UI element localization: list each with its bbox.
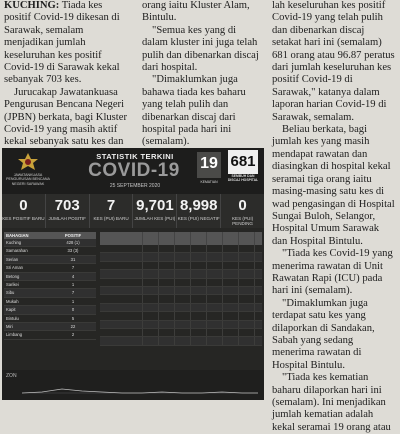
header-cell — [143, 232, 159, 245]
division-name: Sibu — [6, 290, 15, 296]
stat-total-positive — [46, 194, 90, 228]
zone-label: ZON — [6, 373, 17, 379]
division-table-header — [4, 232, 96, 239]
stat-value: 9,701 — [136, 197, 174, 214]
stat-value: 8,998 — [179, 197, 218, 214]
division-positive: 7 — [71, 290, 75, 296]
header-cell — [207, 232, 223, 245]
division-positive: 0 — [71, 307, 75, 313]
division-name: Samarahan — [6, 248, 28, 254]
stat-total-pui — [133, 194, 177, 228]
header-positive: POSITIF — [64, 233, 82, 238]
division-positive: 33 (3) — [67, 248, 79, 254]
stat-value: 7 — [106, 197, 116, 214]
deaths-label: KEMATIAN — [200, 180, 218, 184]
deaths-value: 19 — [197, 152, 221, 178]
header-cell — [191, 232, 207, 245]
division-name: Serian — [6, 256, 19, 262]
table-row — [4, 247, 96, 255]
table-row — [4, 289, 96, 297]
dateline: KUCHING: — [4, 0, 60, 11]
division-name: Kapit — [6, 307, 16, 313]
division-positive: 7 — [71, 265, 75, 271]
trend-line-graphic — [22, 380, 258, 396]
stat-value: 0 — [238, 197, 247, 214]
table-row — [4, 315, 96, 323]
division-name: Mukah — [6, 298, 19, 304]
stat-value: 703 — [54, 197, 80, 214]
stat-label: JUMLAH POSITIF — [48, 216, 86, 221]
division-table — [4, 232, 96, 340]
paragraph-1 — [4, 0, 130, 87]
paragraph-4: "Semua kes yang di dalam kluster ini juga telah pulih dan dibenarkan discaj dari hospital. — [142, 24, 259, 74]
stat-pending-pui — [221, 194, 264, 228]
table-row — [4, 331, 96, 339]
header-cell — [100, 232, 143, 245]
table-row — [100, 329, 262, 337]
division-positive: 2 — [71, 332, 75, 338]
table-row — [4, 323, 96, 331]
table-row — [4, 264, 96, 272]
infographic-header — [2, 148, 264, 194]
division-positive: 428 (1) — [66, 240, 80, 245]
table-row — [4, 298, 96, 306]
division-positive: 5 — [71, 315, 75, 321]
stat-label: KES POSITIF BARU — [2, 216, 45, 221]
district-detail-table — [100, 232, 262, 346]
table-row — [100, 262, 262, 270]
stat-label: KES (PUI) NEGATIF — [177, 216, 220, 221]
table-row — [100, 270, 262, 278]
division-name: Bintulu — [6, 315, 19, 321]
division-positive: 1 — [71, 281, 75, 287]
division-positive: 22 — [70, 323, 76, 329]
stat-new-pui — [90, 194, 134, 228]
header-cell — [223, 232, 239, 245]
recovered-value: 681 — [228, 150, 258, 174]
article-column-1 — [4, 0, 130, 161]
paragraph-5: "Dimaklumkan juga bahawa tiada kes baharu yang telah pulih dan dibenarkan discaj dari hospital pada hari ini (semalam). — [142, 74, 246, 148]
stat-value: 0 — [19, 197, 28, 214]
stat-label: KES (PUI) BARU — [93, 216, 129, 221]
division-name: Sri Aman — [6, 265, 23, 271]
stat-new-positive — [2, 194, 46, 228]
recovered-label: SEMBUH DAN DISCAJ HOSPITAL — [227, 174, 259, 182]
paragraph-1-text: Tiada kes positif Covid-19 dikesan di Sarawak, semalam menjadikan jumlah keseluruhan kes positif Covid-19 di Sarawak kekal sebanyak 703 kes. — [4, 0, 120, 86]
covid-statistics-infographic — [2, 148, 264, 400]
table-row — [100, 295, 262, 303]
division-name: Limbang — [6, 332, 23, 338]
table-row — [4, 239, 96, 247]
table-row — [4, 273, 96, 281]
table-row — [100, 304, 262, 312]
infographic-bottom-chart — [2, 370, 264, 400]
table-row — [4, 256, 96, 264]
table-row — [100, 337, 262, 345]
paragraph-10: "Dimaklumkan juga terdapat satu kes yang dilaporkan di Sandakan, Sabah yang sedang menerima rawatan di Hospital Bintulu. — [272, 297, 375, 371]
stat-negative-pui — [177, 194, 221, 228]
paragraph-3: orang iaitu Kluster Alam, Bintulu. — [142, 0, 250, 24]
stat-label: JUMLAH KES (PUI) — [134, 216, 176, 221]
division-positive: 1 — [71, 298, 75, 304]
paragraph-2: Jurucakap Jawatankuasa Pengurusan Bencana Negeri (JPBN) berkata, bagi Kluster Covid-19 yang masih aktif kekal sebanyak satu kes dan — [4, 86, 127, 148]
header-cell — [239, 232, 255, 245]
infographic-title: STATISTIK TERKINI — [96, 152, 174, 161]
division-name: Betong — [6, 273, 20, 279]
state-crest-icon — [12, 152, 44, 172]
article-column-3 — [272, 0, 396, 434]
header-cell — [159, 232, 175, 245]
division-name: Sarikei — [6, 281, 19, 287]
header-cell — [175, 232, 191, 245]
table-row — [100, 321, 262, 329]
division-name: Kuching — [6, 240, 22, 245]
table-row — [100, 279, 262, 287]
table-row — [100, 253, 262, 261]
paragraph-9: "Tiada kes Covid-19 yang menerima rawatan di Unit Rawatan Rapi (ICU) pada hari ini (semalam). — [272, 248, 393, 297]
table-row — [4, 306, 96, 314]
paragraph-7: lah keseluruhan kes positif Covid-19 yang telah pulih dan dibenarkan discaj setakat hari ini (semalam) 681 orang atau 96.87 peratus dari jumlah keseluruhan kes positif Covid-19 di Sarawak," katanya dalam laporan harian Covid-19 di Sarawak, semalam. — [272, 0, 395, 123]
paragraph-11: "Tiada kes kematian baharu dilaporkan hari ini (semalam). Ini menjadikan jumlah kematian adalah kekal seramai 19 orang atau — [272, 372, 391, 433]
division-name: Miri — [6, 323, 13, 329]
division-positive: 31 — [70, 256, 76, 262]
header-division: BAHAGIAN — [6, 233, 29, 238]
district-table-header — [100, 232, 262, 245]
stats-row — [2, 194, 264, 228]
table-row — [4, 281, 96, 289]
table-row — [100, 245, 262, 253]
infographic-main-title: COVID-19 — [88, 160, 180, 181]
division-positive: 4 — [71, 273, 75, 279]
table-row — [100, 287, 262, 295]
paragraph-8: Beliau berkata, bagi jumlah kes yang masih mendapat rawatan dan diasingkan di hospital kekal seramai tiga orang iaitu masing-masing satu kes di wad pengasingan di Hospital Sungai Buloh, Selangor, Hospital Umum Sarawak dan Hospital Bintulu. — [272, 124, 395, 247]
table-row — [100, 312, 262, 320]
infographic-date: 25 SEPTEMBER 2020 — [109, 183, 161, 189]
article-column-2 — [142, 0, 260, 161]
stat-label: KES (PUI) PENDING — [231, 216, 254, 227]
agency-name: JAWATANKUASA PENGURUSAN BENCANA NEGERI SARAWAK — [6, 173, 50, 186]
